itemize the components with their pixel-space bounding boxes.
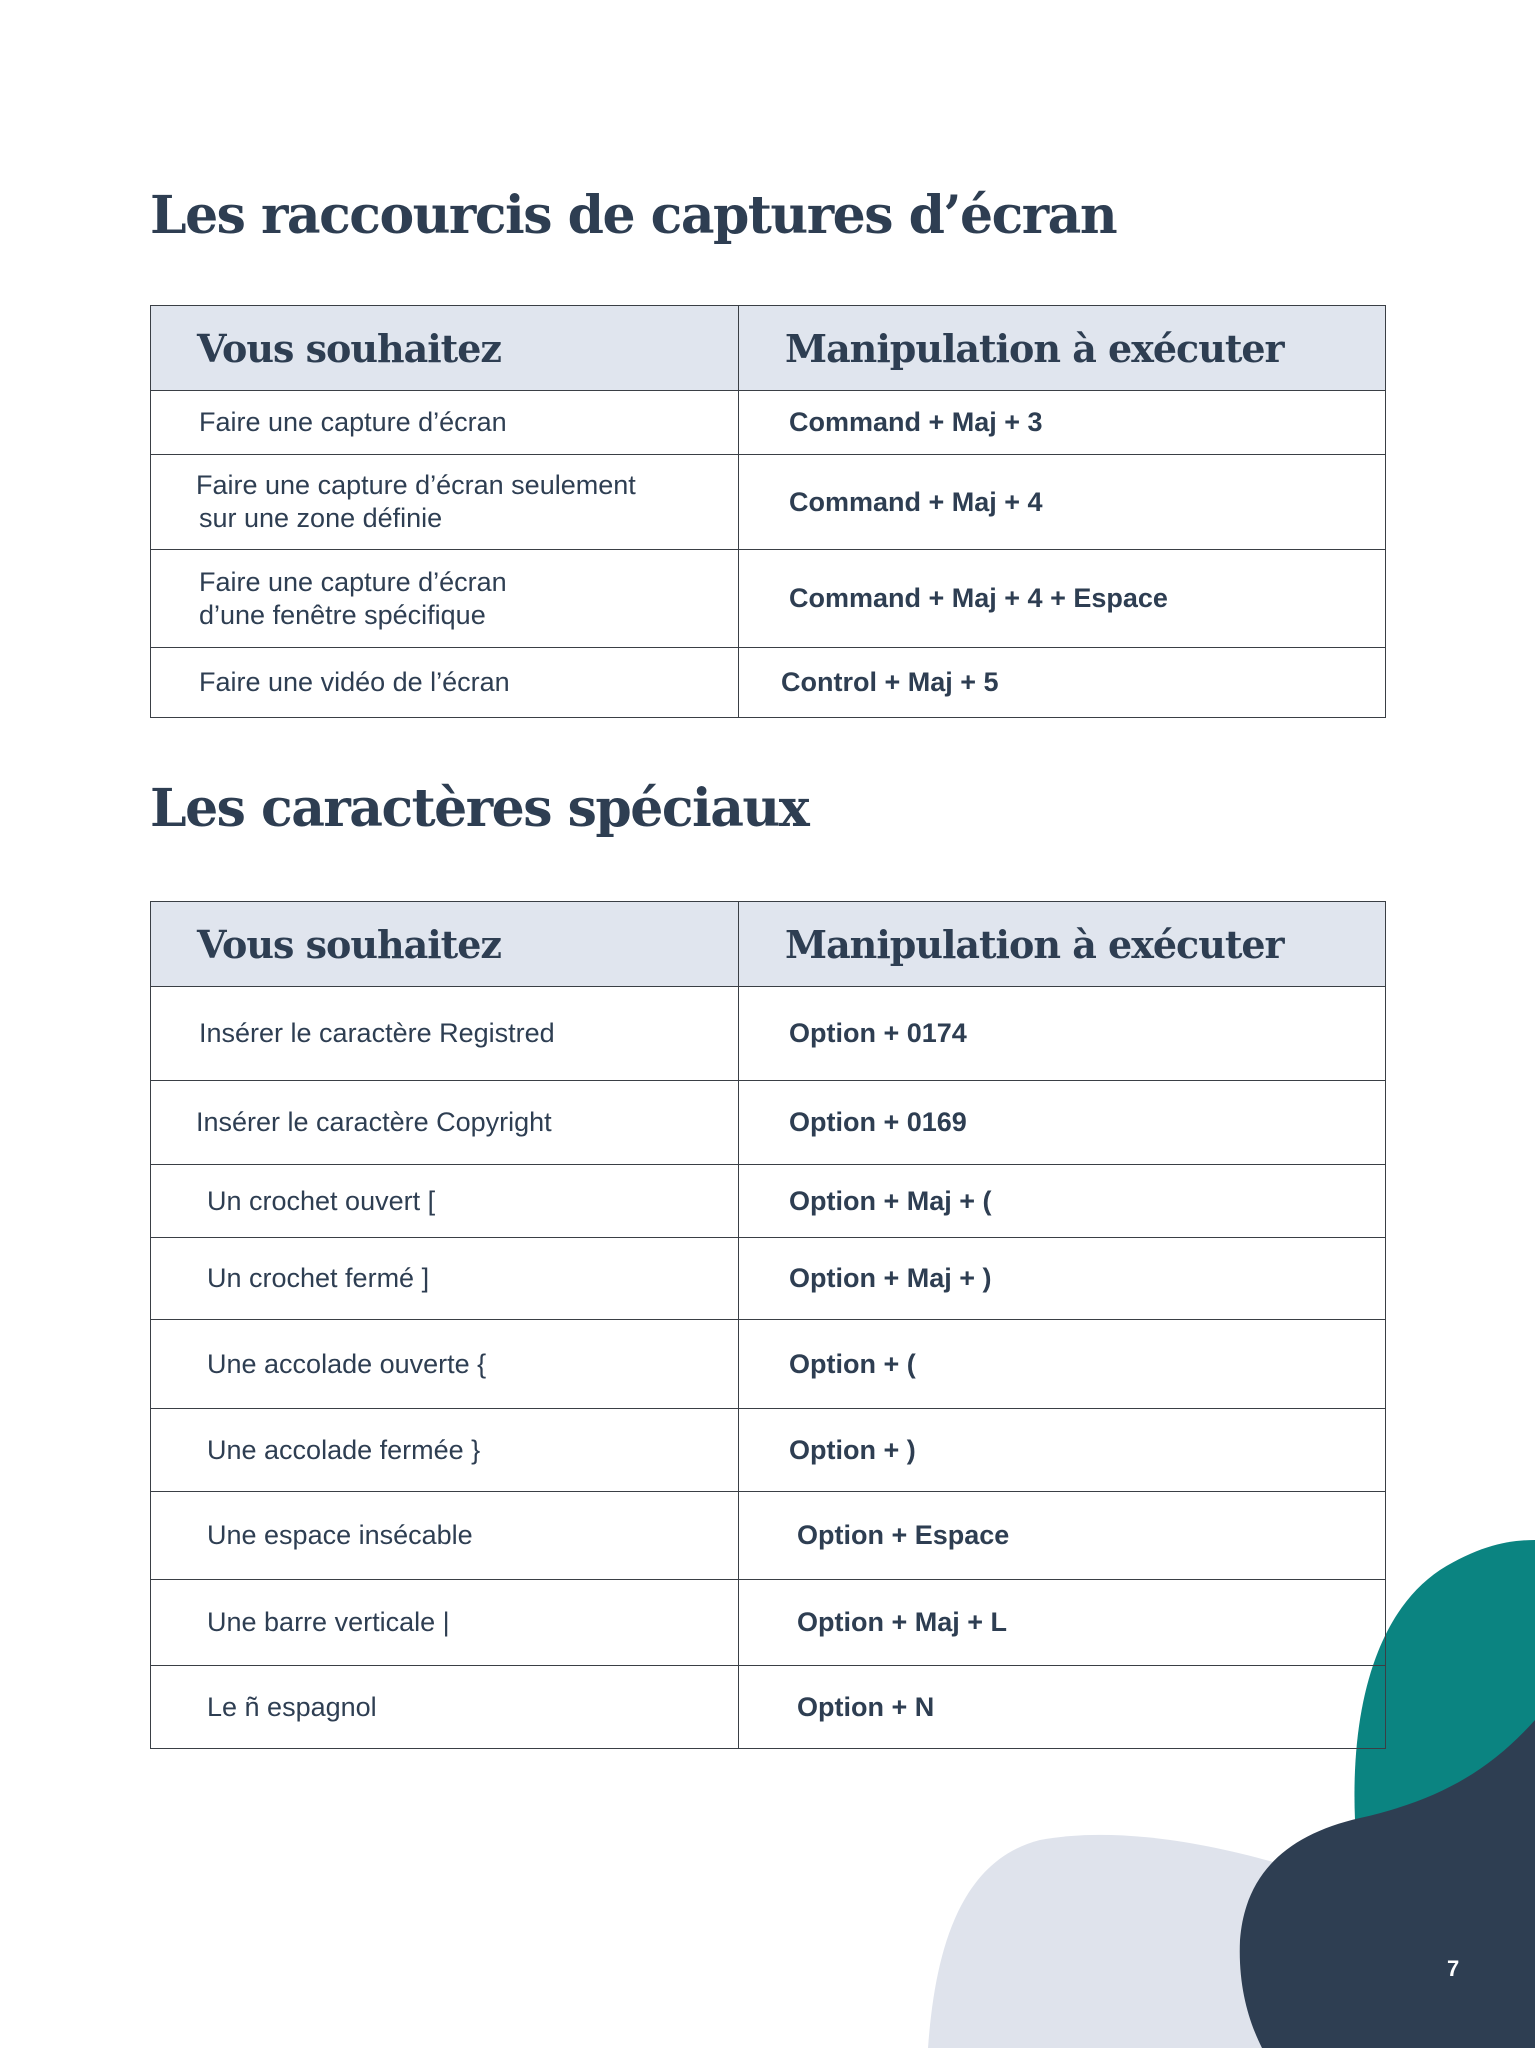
- shortcut-cell: Option + ): [739, 1409, 1386, 1492]
- column-header-shortcut: Manipulation à exécuter: [739, 902, 1386, 987]
- table-row: [151, 550, 1386, 648]
- shortcut-cell: Option + Maj + (: [739, 1165, 1386, 1238]
- table-row: [151, 1238, 1386, 1320]
- table-row: [151, 1409, 1386, 1492]
- table-row: [151, 1081, 1386, 1165]
- action-cell: Un crochet fermé ]: [151, 1238, 739, 1320]
- action-cell: Un crochet ouvert [: [151, 1165, 739, 1238]
- shortcut-cell: Option + Maj + ): [739, 1238, 1386, 1320]
- shortcut-cell: Option + N: [739, 1666, 1386, 1749]
- column-header-action: Vous souhaitez: [151, 306, 739, 391]
- table-header-row: [151, 902, 1386, 987]
- shortcut-cell: Control + Maj + 5: [739, 648, 1386, 718]
- column-header-shortcut: Manipulation à exécuter: [739, 306, 1386, 391]
- action-cell: Faire une vidéo de l’écran: [151, 648, 739, 718]
- shortcut-cell: Option + Maj + L: [739, 1580, 1386, 1666]
- action-cell: Insérer le caractère Copyright: [151, 1081, 739, 1165]
- table-row: [151, 1320, 1386, 1409]
- table-row: [151, 987, 1386, 1081]
- table-row: [151, 1492, 1386, 1580]
- shortcut-cell: Option + 0169: [739, 1081, 1386, 1165]
- special-chars-table: [150, 901, 1386, 1749]
- table-row: [151, 1165, 1386, 1238]
- shortcut-cell: Option + Espace: [739, 1492, 1386, 1580]
- shortcut-cell: Command + Maj + 3: [739, 391, 1386, 455]
- section-title-screenshots: Les raccourcis de captures d’écran: [150, 185, 1117, 246]
- action-cell: Une accolade ouverte {: [151, 1320, 739, 1409]
- action-line: sur une zone définie: [199, 503, 443, 533]
- action-cell: Une barre verticale |: [151, 1580, 739, 1666]
- action-cell: Insérer le caractère Registred: [151, 987, 739, 1081]
- table-row: [151, 1580, 1386, 1666]
- action-line: Faire une capture d’écran seulement: [196, 470, 636, 500]
- table-row: [151, 391, 1386, 455]
- section-title-special-chars: Les caractères spéciaux: [150, 778, 809, 839]
- table-row: [151, 648, 1386, 718]
- action-cell: Une accolade fermée }: [151, 1409, 739, 1492]
- shortcut-cell: Command + Maj + 4 + Espace: [739, 550, 1386, 648]
- action-line: d’une fenêtre spécifique: [199, 599, 486, 630]
- table-row: [151, 455, 1386, 550]
- table-header-row: [151, 306, 1386, 391]
- action-cell: Une espace insécable: [151, 1492, 739, 1580]
- action-line: Faire une capture d’écran: [199, 566, 507, 597]
- action-cell: [151, 550, 739, 648]
- action-cell: Le ñ espagnol: [151, 1666, 739, 1749]
- table-row: [151, 1666, 1386, 1749]
- page-number: 7: [1447, 1956, 1460, 1981]
- action-cell: Faire une capture d’écran: [151, 391, 739, 455]
- action-cell: [151, 455, 739, 550]
- column-header-action: Vous souhaitez: [151, 902, 739, 987]
- shortcut-cell: Option + 0174: [739, 987, 1386, 1081]
- shortcut-cell: Command + Maj + 4: [739, 455, 1386, 550]
- screenshots-table: [150, 305, 1386, 718]
- shortcut-cell: Option + (: [739, 1320, 1386, 1409]
